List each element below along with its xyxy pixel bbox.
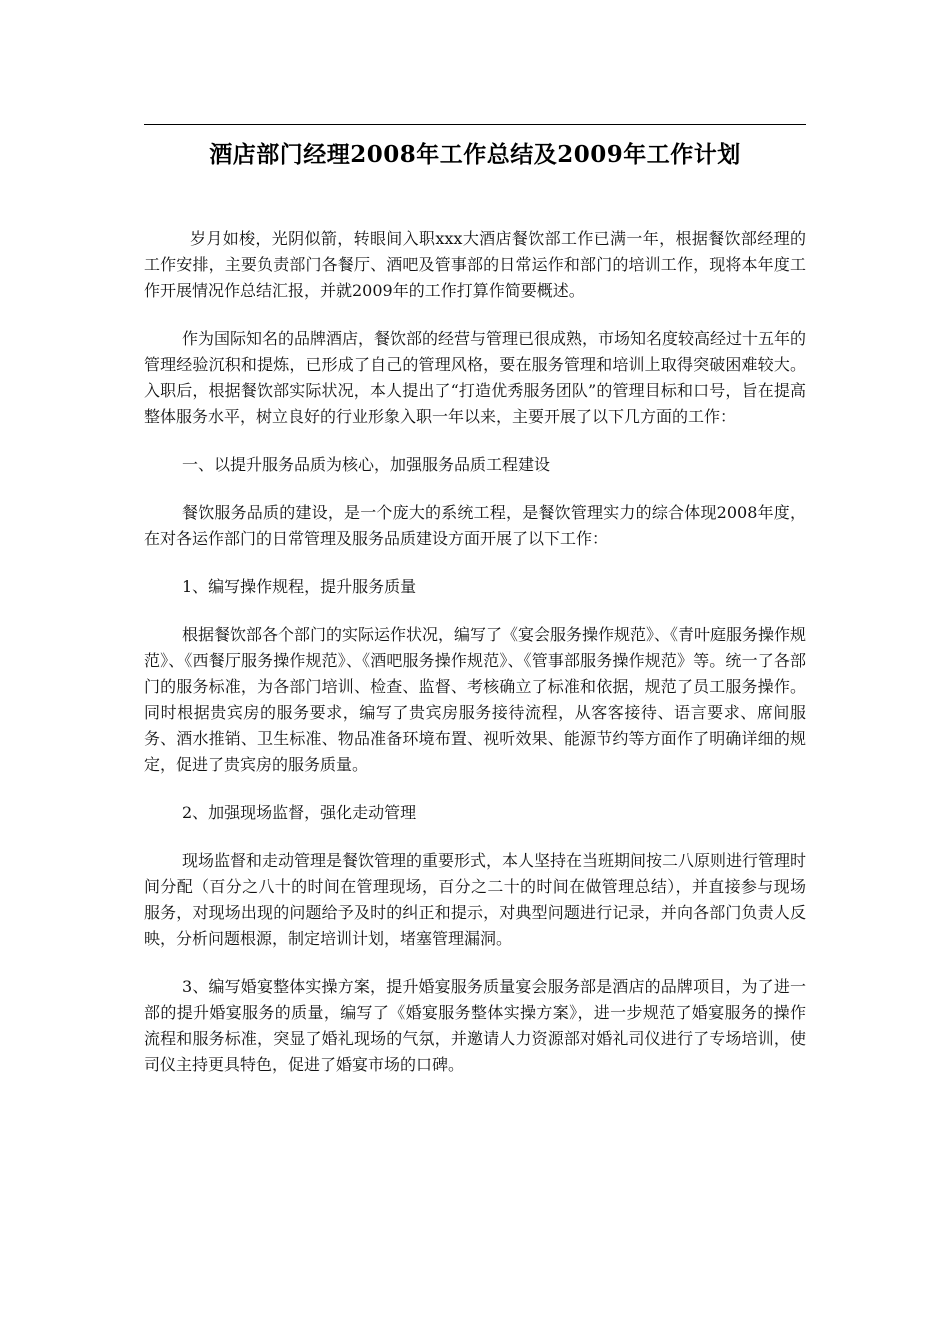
subsection-heading-1: 1、编写操作规程，提升服务质量 xyxy=(182,577,417,596)
document-title: 酒店部门经理2008年工作总结及2009年工作计划 xyxy=(209,141,741,168)
subsection-heading-2: 2、加强现场监督，强化走动管理 xyxy=(182,803,417,822)
header-rule xyxy=(144,124,806,125)
paragraph-operating-procedures: 根据餐饮部各个部门的实际运作状况，编写了《宴会服务操作规范》、《青叶庭服务操作规范》、《西餐厅服务操作规范》、《酒吧服务操作规范》、《管事部服务操作规范》等。统一了各部门的服务标准，为各部门培训、检查、监督、考核确立了标准和依据，规范了员工服务操作。同时根据贵宾房的服务要求，编写了贵宾房服务接待流程，从客客接待、语言要求、席间服务、酒水推销、卫生标准、物品准备环境布置、视听效果、能源节约等方面作了明确详细的规定，促进了贵宾房的服务质量。 xyxy=(144,625,807,774)
paragraph-onsite-supervision: 现场监督和走动管理是餐饮管理的重要形式，本人坚持在当班期间按二八原则进行管理时间分配（百分之八十的时间在管理现场，百分之二十的时间在做管理总结），并直接参与现场服务，对现场出现的问题给予及时的纠正和提示，对典型问题进行记录，并向各部门负责人反映，分析问题根源，制定培训计划，堵塞管理漏洞。 xyxy=(144,851,807,948)
section-heading-1: 一、以提升服务品质为核心，加强服务品质工程建设 xyxy=(182,455,551,474)
paragraph-wedding-banquet: 3、编写婚宴整体实操方案，提升婚宴服务质量宴会服务部是酒店的品牌项目，为了进一部的提升婚宴服务的质量，编写了《婚宴服务整体实操方案》，进一步规范了婚宴服务的操作流程和服务标准，突显了婚礼现场的气氛，并邀请人力资源部对婚礼司仪进行了专场培训，使司仪主持更具特色，促进了婚宴市场的口碑。 xyxy=(144,977,806,1074)
paragraph-intro: 岁月如梭，光阴似箭，转眼间入职xxx大酒店餐饮部工作已满一年，根据餐饮部经理的工作安排，主要负责部门各餐厅、酒吧及管事部的日常运作和部门的培训工作，现将本年度工作开展情况作总结汇报，并就2009年的工作打算作简要概述。 xyxy=(144,229,806,300)
document-body xyxy=(144,226,806,1100)
paragraph-service-quality: 餐饮服务品质的建设，是一个庞大的系统工程，是餐饮管理实力的综合体现2008年度，在对各运作部门的日常管理及服务品质建设方面开展了以下工作： xyxy=(144,503,806,548)
paragraph-background: 作为国际知名的品牌酒店，餐饮部的经营与管理已很成熟，市场知名度较高经过十五年的管理经验沉积和提炼，已形成了自己的管理风格，要在服务管理和培训上取得突破困难较大。入职后，根据餐饮部实际状况，本人提出了“打造优秀服务团队”的管理目标和口号，旨在提高整体服务水平，树立良好的行业形象入职一年以来，主要开展了以下几方面的工作： xyxy=(144,329,807,426)
